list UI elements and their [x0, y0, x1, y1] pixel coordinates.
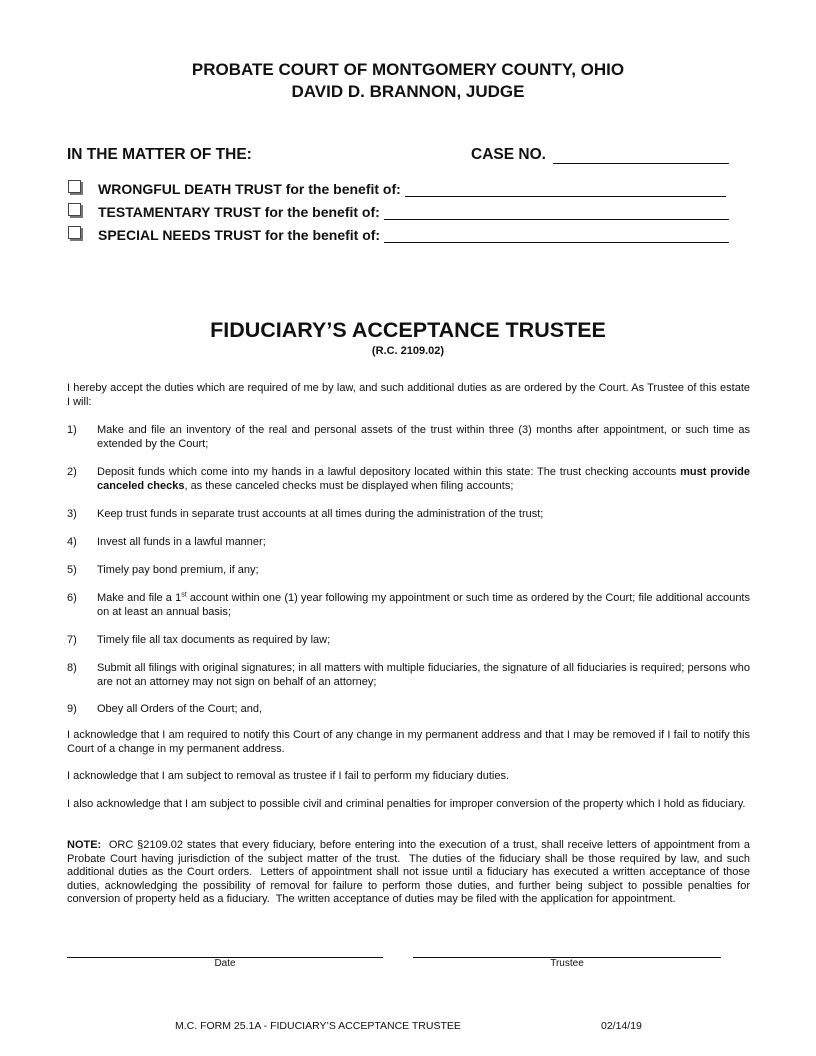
trust-option-testamentary: TESTAMENTARY TRUST for the benefit of: [68, 203, 729, 220]
emphasis-text: must provide canceled checks [97, 466, 750, 492]
intro-paragraph: I hereby accept the duties which are required of me by law, and such additional duties as are ordered by the Court. As Trustee of this estate I will: [67, 382, 750, 408]
document-title: FIDUCIARY’S ACCEPTANCE TRUSTEE [210, 318, 606, 342]
case-number-input[interactable] [553, 151, 729, 164]
form-date: 02/14/19 [601, 1020, 642, 1032]
checkbox-wrongful-death[interactable] [68, 180, 81, 193]
duty-item: 7) Timely file all tax documents as required by law; [67, 634, 331, 646]
judge-name: DAVID D. BRANNON, JUDGE [291, 82, 525, 101]
date-signature-field[interactable] [67, 957, 383, 969]
note-paragraph: NOTE: ORC §2109.02 states that every fiduciary, before entering into the execution of a trust, shall receive letters of appointment from a Probate Court having jurisdiction of the subject matter of the trust. The duties of the fiduciary shall be those required by law, and such additional duties as the Court orders. Letters of appointment shall not issue until a fiduciary has executed a written acceptance of those duties, acknowledging the possibility of removal for failure to perform those duties, and further being subject to possible penalties for conversion of property held as a fiduciary. The written acceptance of duties may be filed with the application for appointment. [67, 839, 754, 905]
beneficiary-input-special-needs[interactable] [384, 230, 729, 243]
date-label: Date [214, 958, 236, 969]
case-number-label: CASE NO. [471, 146, 546, 163]
duty-item: 5) Timely pay bond premium, if any; [67, 564, 259, 576]
acknowledgment-paragraph: I acknowledge that I am subject to removal as trustee if I fail to perform my fiduciary duties. [67, 770, 510, 782]
duty-item: 3) Keep trust funds in separate trust accounts at all times during the administration of the trust; [67, 508, 544, 520]
trust-option-label: TESTAMENTARY TRUST [98, 204, 261, 220]
form-identifier: M.C. FORM 25.1A - FIDUCIARY’S ACCEPTANCE TRUSTEE [175, 1020, 461, 1032]
matter-label: IN THE MATTER OF THE: [67, 146, 252, 163]
duty-item: 4) Invest all funds in a lawful manner; [67, 536, 266, 548]
trust-option-special-needs: SPECIAL NEEDS TRUST for the benefit of: [68, 226, 729, 243]
court-name: PROBATE COURT OF MONTGOMERY COUNTY, OHIO [191, 60, 625, 79]
beneficiary-input-wrongful-death[interactable] [405, 184, 726, 197]
beneficiary-input-testamentary[interactable] [384, 207, 729, 220]
duty-item: 9) Obey all Orders of the Court; and, [67, 703, 263, 715]
acknowledgment-paragraph: I acknowledge that I am required to notify this Court of any change in my permanent address and that I may be removed if I fail to notify this Court of a change in my permanent address. [67, 729, 750, 755]
duty-item: 1) Make and file an inventory of the real and personal assets of the trust within three (3) months after appointment, or such time as extended by the Court; [67, 424, 750, 450]
duty-item: 6) Make and file a 1st account within one (1) year following my appointment or such time as ordered by the Court; file additional accounts on at least an annual basis; [67, 591, 750, 618]
checkbox-testamentary[interactable] [68, 203, 81, 216]
acknowledgment-paragraph: I also acknowledge that I am subject to possible civil and criminal penalties for improper conversion of the property which I hold as fiduciary. [67, 798, 746, 810]
trust-option-label: WRONGFUL DEATH TRUST [98, 181, 282, 197]
duty-item: 2) Deposit funds which come into my hands in a lawful depository located within this state: The trust checking accounts must provide canceled checks, as these canceled checks must be displayed when filing accounts; [67, 466, 750, 492]
trust-option-label: SPECIAL NEEDS TRUST [98, 227, 262, 243]
trustee-label: Trustee [550, 958, 584, 969]
note-label: NOTE: [67, 839, 102, 851]
checkbox-special-needs[interactable] [68, 226, 81, 239]
trustee-signature-field[interactable] [413, 957, 721, 969]
trust-option-wrongful-death: WRONGFUL DEATH TRUST for the benefit of: [68, 180, 726, 197]
case-number-field [471, 146, 729, 164]
document-subtitle: (R.C. 2109.02) [371, 345, 445, 357]
duty-item: 8) Submit all filings with original signatures; in all matters with multiple fiduciaries, the signature of all fiduciaries is required; persons who are not an attorney may not sign on behalf of an attorney; [67, 662, 750, 688]
